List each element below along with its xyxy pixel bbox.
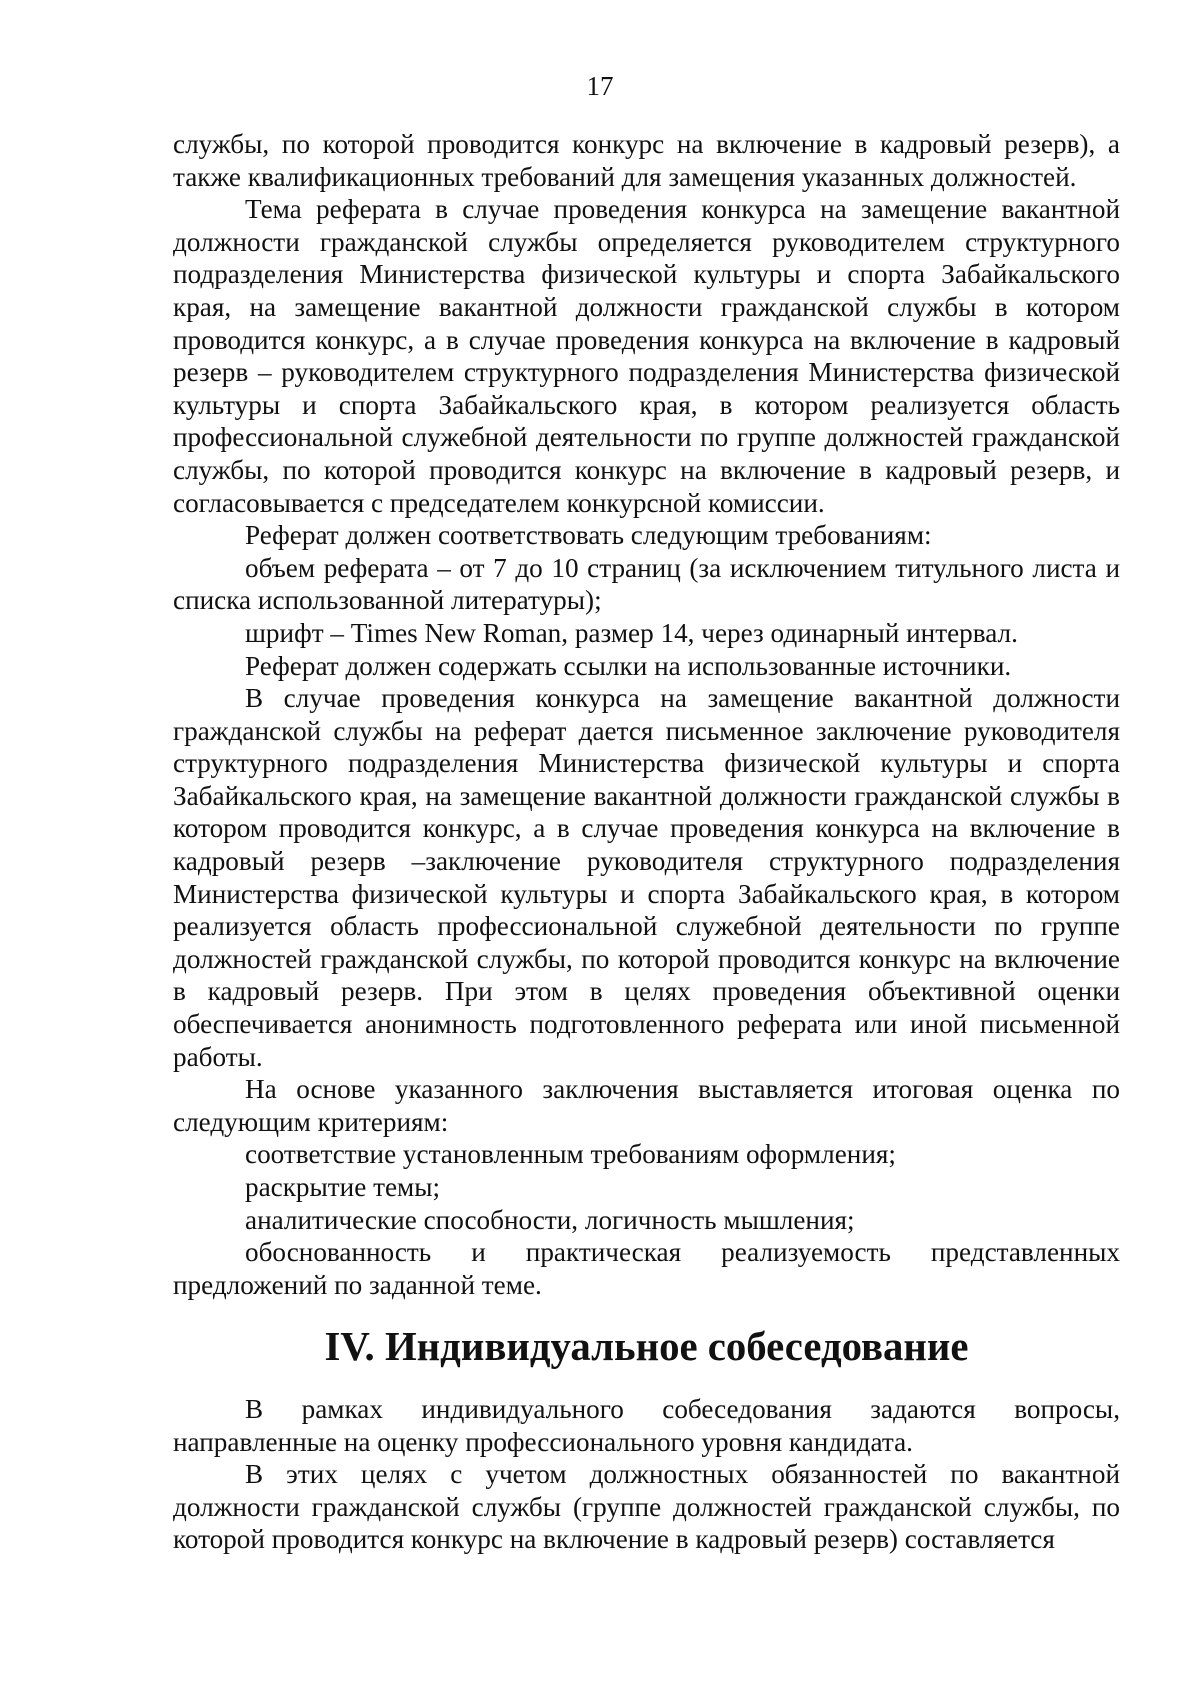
paragraph-essay-font: шрифт – Times New Roman, размер 14, через одинарный интервал. xyxy=(245,617,1018,648)
list-item-criterion-analytics: аналитические способности, логичность мышления; xyxy=(245,1204,855,1235)
paragraph-essay-volume: объем реферата – от 7 до 10 страниц (за исключением титульного листа и списка использованной литературы); xyxy=(173,552,1120,616)
paragraph-interview-questions: В рамках индивидуального собеседования задаются вопросы, направленные на оценку профессионального уровня кандидата. xyxy=(173,1393,1120,1457)
list-item-criterion-feasibility: обоснованность и практическая реализуемость представленных предложений по заданной теме. xyxy=(173,1237,1120,1300)
document-body xyxy=(173,128,1120,1556)
page-number: 17 xyxy=(586,71,614,101)
paragraph-continuation: службы, по которой проводится конкурс на включение в кадровый резерв), а также квалификационных требований для замещения указанных должностей. xyxy=(173,129,1120,192)
list-item-criterion-formatting: соответствие установленным требованиям оформления; xyxy=(245,1139,896,1170)
paragraph-assessment-criteria: На основе указанного заключения выставляется итоговая оценка по следующим критериям: xyxy=(173,1074,1120,1137)
paragraph-essay-requirements: Реферат должен соответствовать следующим требованиям: xyxy=(245,520,932,551)
list-item-criterion-topic: раскрытие темы; xyxy=(245,1172,441,1202)
paragraph-essay-conclusion: В случае проведения конкурса на замещение вакантной должности гражданской службы на реферат дается письменное заключение руководителя структурного подразделения Министерства физической культуры и спорта Забайкальского края, на замещение вакантной должности гражданской службы в котором проводится конкурс, а в случае проведения конкурса на включение в кадровый резерв –заключение руководителя структурного подразделения Министерства физической культуры и спорта Забайкальского края, в котором реализуется область профессиональной служебной деятельности по группе должностей гражданской службы, по которой проводится конкурс на включение в кадровый резерв. При этом в целях проведения объективной оценки обеспечивается анонимность подготовленного реферата или иной письменной работы. xyxy=(173,683,1120,1072)
paragraph-essay-references: Реферат должен содержать ссылки на использованные источники. xyxy=(245,650,1012,681)
paragraph-interview-duties: В этих целях с учетом должностных обязанностей по вакантной должности гражданской службы (группе должностей гражданской службы, по которой проводится конкурс на включение в кадровый резерв) составляется xyxy=(173,1459,1120,1555)
paragraph-essay-topic: Тема реферата в случае проведения конкурса на замещение вакантной должности гражданской службы определяется руководителем структурного подразделения Министерства физической культуры и спорта Забайкальского края, на замещение вакантной должности гражданской службы в котором проводится конкурс, а в случае проведения конкурса на включение в кадровый резерв – руководителем структурного подразделения Министерства физической культуры и спорта Забайкальского края, в котором реализуется область профессиональной служебной деятельности по группе должностей гражданской службы, по которой проводится конкурс на включение в кадровый резерв, и согласовывается с председателем конкурсной комиссии. xyxy=(173,194,1120,518)
section-heading: IV. Индивидуальное собеседование xyxy=(324,1324,969,1370)
